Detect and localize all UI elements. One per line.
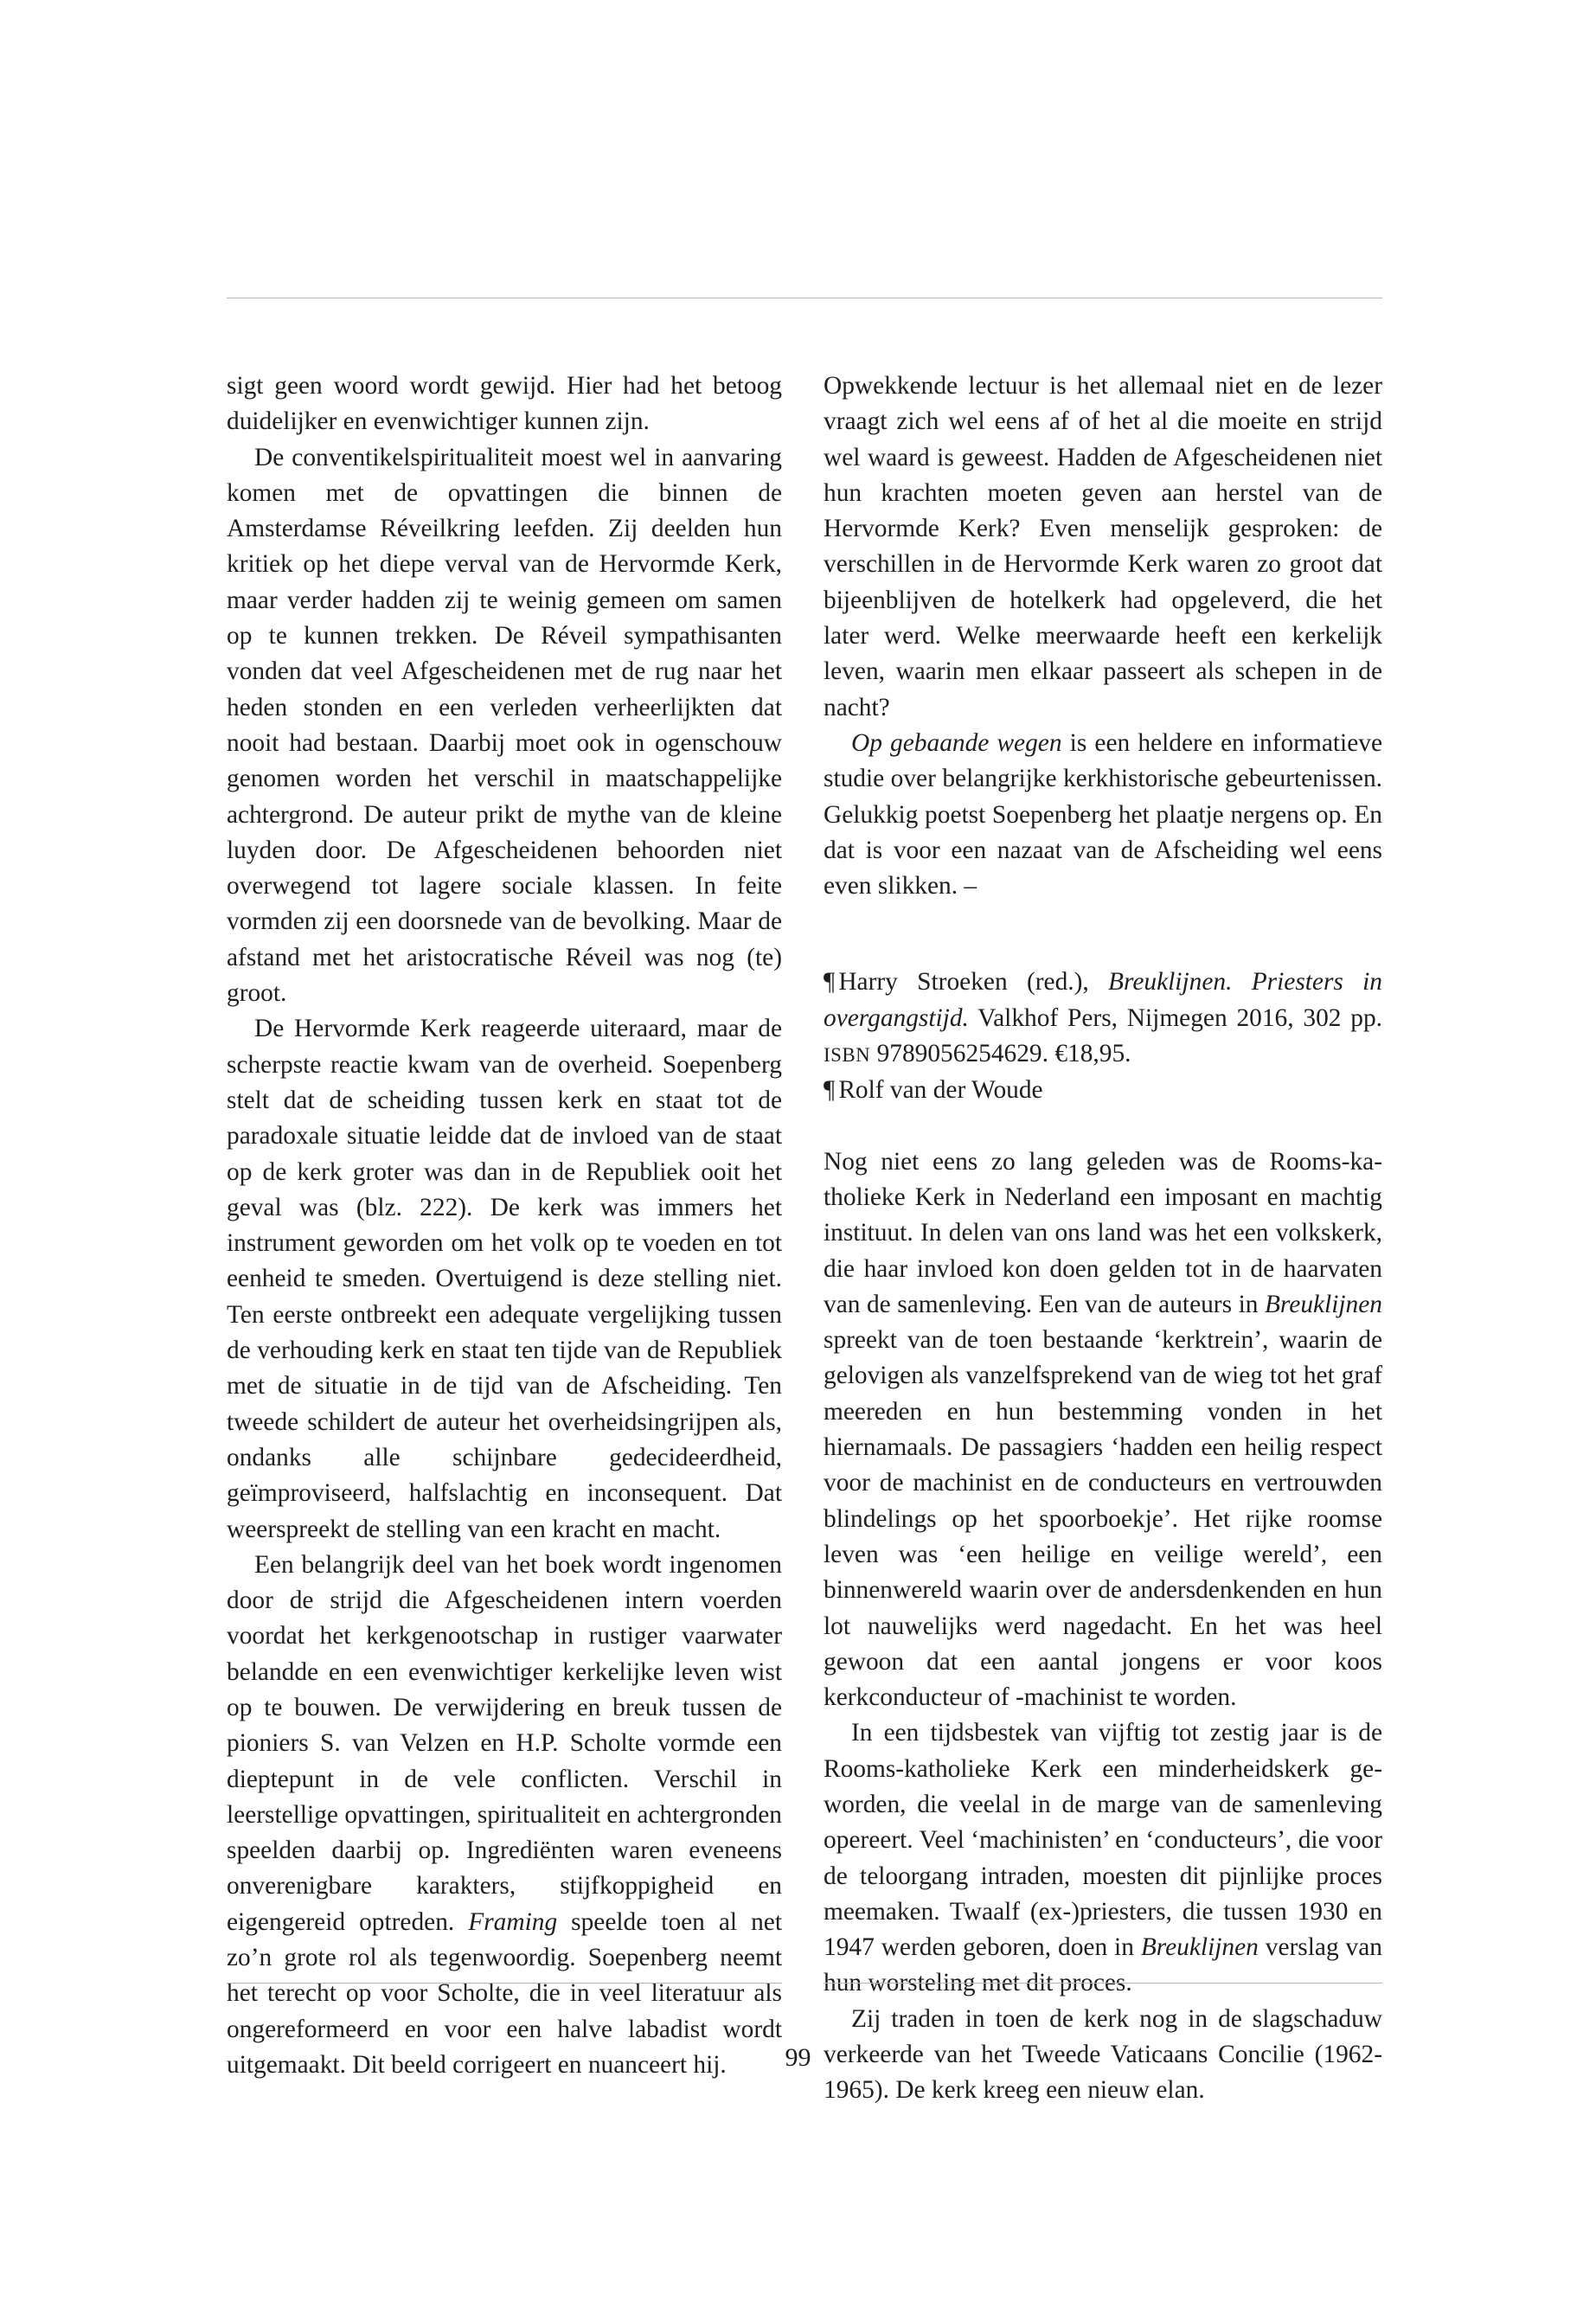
right-p3-text-a: Nog niet eens zo lang geleden was de Rooms-katholieke Kerk in Nederland een imposant en machtig instituut. In delen van ons land was het een volkskerk, die haar invloed kon doen gelden tot in de haarvaten van de samenleving. Een van de auteurs in <box>824 1147 1382 1318</box>
review-isbn-label: ISBN <box>824 1044 871 1067</box>
left-paragraph-4 <box>227 1548 782 2083</box>
left-paragraph-2: De conventikelspiritualiteit moest wel in aanvaring komen met de opvattingen die binnen de Amsterdamse Réveilkring leefden. Zij deelden hun kritiek op het diepe verval van de Hervormde Kerk, maar verder hadden zij te weinig gemeen om samen op te kunnen trekken. De Réveil sympathisanten vonden dat veel Afgescheidenen met de rug naar het heden stonden en een verleden verheerlijkten dat nooit had bestaan. Daarbij moet ook in ogenschouw genomen worden het verschil in maatschappelijke achtergrond. De auteur prikt de mythe van de kleine luyden door. De Afgescheidenen behoorden niet overwegend tot lagere sociale klassen. In feite vormden zij een doorsnede van de bevolking. Maar de afstand met het aristocratische Réveil was nog (te) groot. <box>227 443 782 1008</box>
left-paragraph-3: De Hervormde Kerk reageerde uiteraard, maar de scherpste reactie kwam van de overheid. Soepenberg stelt dat de scheiding tussen kerk en staat tot de paradoxale situatie leidde dat de invloed van de staat op de kerk groter was dan in de Republiek ooit het geval was (blz. 222). De kerk was immers het instrument geworden om het volk op te voeden en tot eenheid te smeden. Overtuigend is deze stelling niet. Ten eerste ontbreekt een adequate vergelijking tussen de verhouding kerk en staat ten tijde van de Republiek met de situatie in de tijd van de Afscheiding. Ten tweede schildert de auteur het overheidsingrijpen als, ondanks alle schijnbare gedecideerdheid, geïmproviseerd, halfslachtig en inconsequent. Dat weerspreekt de stelling van een kracht en macht. <box>227 1015 782 1543</box>
right-p4-text-a: In een tijdsbestek van vijftig tot zestig jaar is de Rooms-katholieke Kerk een minderheidskerk geworden, die veelal in de marge van de samenleving opereert. Veel ‘machinisten’ en ‘conducteurs’, die voor de teloorgang intraden, moesten dit pijnlijke proces meemaken. Twaalf (ex-)priesters, die tussen 1930 en 1947 werden geboren, doen in <box>824 1719 1382 1962</box>
right-p2-italic: Op gebaande wegen <box>851 728 1062 757</box>
review-isbn-price: 9789056254629. €18,95. <box>870 1040 1131 1068</box>
section-spacer-2 <box>824 1109 1382 1144</box>
footer-rule-right <box>824 1983 1382 1984</box>
review-book-title: Breuklijnen. Priesters in overgangstijd. <box>824 968 1382 1032</box>
section-spacer <box>824 904 1382 965</box>
right-p4-italic: Breuklijnen <box>1140 1933 1259 1962</box>
right-p2-text: is een heldere en informatieve studie over belangrijke kerkhistorische gebeurtenissen. Gelukkig poetst Soepenberg het plaatje nergens op. En dat is voor een nazaat van de Afscheiding wel eens even slikken. – <box>824 728 1382 901</box>
reviewer-name: Rolf van der Woude <box>838 1076 1043 1105</box>
left-p4-text-a: Een belangrijk deel van het boek wordt ingenomen door de strijd die Afgescheidenen intern voerden voordat het kerkgenootschap in rustiger vaarwater belandde en een evenwichtiger kerkelijke leven wist op te bouwen. De verwijdering en breuk tussen de pioniers S. van Velzen en H.P. Scholte vormde een dieptepunt in de vele conflicten. Verschil in leerstellige opvattingen, spiritualiteit en achtergronden speelden daarbij op. Ingrediënten waren eveneens onverenigbare karakters, stijfkoppigheid en eigengereid optreden. <box>227 1550 782 1936</box>
page-number: 99 <box>785 2043 811 2072</box>
right-paragraph-4 <box>824 1715 1382 2001</box>
left-column <box>227 369 782 2083</box>
review-author: Harry Stroeken (red.), <box>838 968 1109 997</box>
right-p4-text-b: verslag van hun worsteling met dit proces. <box>824 1933 1382 1997</box>
right-paragraph-1: Opwekkende lectuur is het allemaal niet en de lezer vraagt zich wel eens af of het al die moeite en strijd wel waard is geweest. Hadden de Afgescheidenen niet hun krachten moeten geven aan herstel van de Hervormde Kerk? Even menselijk gesproken: de verschillen in de Hervormde Kerk waren zo groot dat bijeenblijven de hotelkerk had opgeleverd, die het later werd. Welke meerwaarde heeft een kerkelijk leven, waarin men elkaar passeert als schepen in de nacht? <box>824 372 1382 721</box>
right-paragraph-3 <box>824 1144 1382 1716</box>
left-p4-italic: Framing <box>468 1907 558 1936</box>
footer-rule-left <box>227 1983 782 1984</box>
pilcrow-mark-2: ¶ <box>824 1076 836 1105</box>
right-paragraph-5: Zij traden in toen de kerk nog in de slagschaduw verkeerde van het Tweede Vaticaans Concilie (1962-1965). De kerk kreeg een nieuw elan. <box>824 2004 1382 2105</box>
right-paragraph-2 <box>824 726 1382 904</box>
right-column <box>824 369 1382 2109</box>
pilcrow-mark: ¶ <box>824 968 836 997</box>
right-p3-italic: Breuklijnen <box>1264 1290 1382 1318</box>
review-reviewer <box>824 1073 1382 1108</box>
review-publisher: Valkhof Pers, Nijmegen 2016, 302 pp. <box>968 1003 1382 1032</box>
review-bibliography <box>824 965 1382 1073</box>
left-p4-text-b: speelde toen al net zo’n grote rol als tegenwoordig. Soepenberg neemt het terecht op voor Scholte, die in veel literatuur als ongereformeerd en voor een halve labadist wordt uitgemaakt. Dit beeld corrigeert en nuanceert hij. <box>227 1907 782 2079</box>
right-p3-text-b: spreekt van de toen bestaande ‘kerktrein’, waarin de gelovigen als vanzelfsprekend van de wieg tot het graf meereden en hun bestemming vonden in het hiernamaals. De passagiers ‘hadden een heilig respect voor de machinist en de conducteurs en vertrouwden blindelings op het spoorboekje’. Het rijke roomse leven was ‘een heilige en veilige wereld’, een binnenwereld waarin over de andersdenkenden en hun lot nauwelijks werd nagedacht. En het was heel gewoon dat een aantal jongens er voor koos kerkconducteur of -machinist te worden. <box>824 1326 1382 1712</box>
left-paragraph-1: sigt geen woord wordt gewijd. Hier had het betoog duidelijker en evenwichtiger kunnen zijn. <box>227 372 782 436</box>
